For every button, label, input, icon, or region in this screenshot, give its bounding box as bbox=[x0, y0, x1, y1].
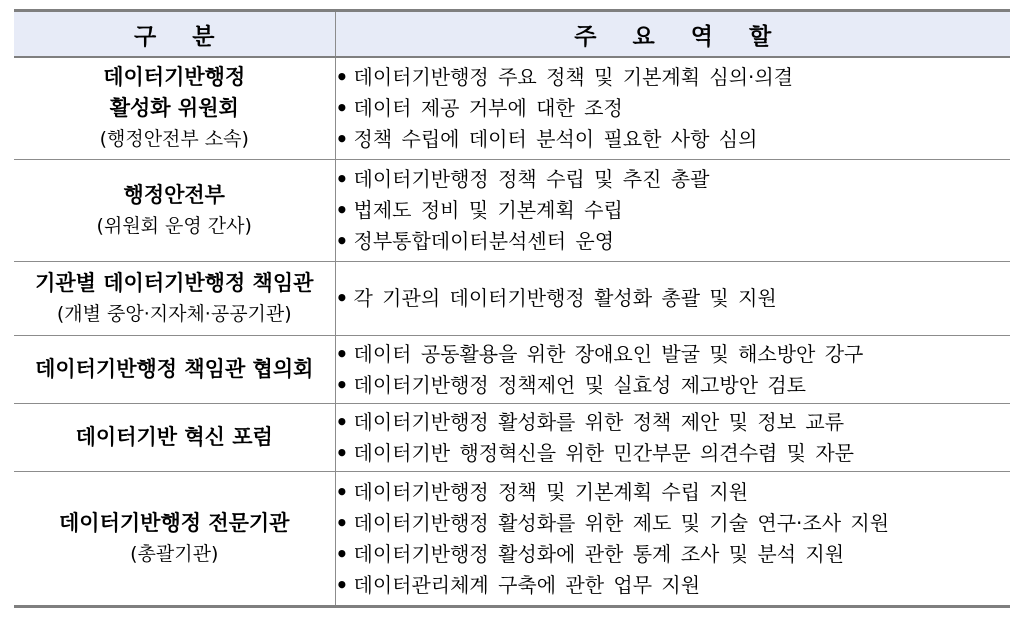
org-affiliation: (총괄기관) bbox=[130, 542, 219, 565]
org-name: 행정안전부 bbox=[123, 182, 225, 207]
org-name: 데이터기반행정 전문기관 bbox=[59, 510, 290, 535]
bullet-icon: • bbox=[335, 572, 349, 597]
role-list-cell bbox=[335, 336, 1010, 404]
list-item: • 정부통합데이터분석센터 운영 bbox=[336, 226, 1011, 257]
header-main-role: 주 요 역 할 bbox=[335, 11, 1010, 58]
list-item: • 데이터기반행정 정책제언 및 실효성 제고방안 검토 bbox=[336, 370, 1011, 401]
org-name: 데이터기반행정 책임관 협의회 bbox=[35, 357, 314, 381]
bullet-icon: • bbox=[335, 440, 349, 465]
role-list-cell bbox=[335, 160, 1010, 262]
bullet-icon: • bbox=[335, 372, 349, 397]
role-list-cell bbox=[335, 472, 1010, 607]
list-item: • 데이터기반행정 활성화를 위한 제도 및 기술 연구·조사 지원 bbox=[336, 508, 1011, 539]
org-name-cell bbox=[14, 160, 335, 262]
list-item: • 각 기관의 데이터기반행정 활성화 총괄 및 지원 bbox=[336, 283, 1011, 314]
bullet-icon: • bbox=[335, 286, 349, 310]
bullet-icon: • bbox=[335, 510, 349, 535]
bullet-icon: • bbox=[335, 198, 349, 222]
list-item: • 데이터기반행정 활성화에 관한 통계 조사 및 분석 지원 bbox=[336, 539, 1011, 570]
org-name: 데이터기반행정 bbox=[103, 65, 246, 89]
role-list bbox=[336, 283, 1011, 314]
role-list-cell bbox=[335, 57, 1010, 160]
role-list bbox=[336, 62, 1011, 155]
org-affiliation: (행정안전부 소속) bbox=[99, 128, 249, 150]
roles-table-container bbox=[14, 9, 1010, 608]
table-row bbox=[14, 160, 1010, 262]
org-name-line2: 활성화 위원회 bbox=[109, 96, 239, 120]
bullet-icon: • bbox=[335, 167, 349, 191]
list-item: • 데이터 공동활용을 위한 장애요인 발굴 및 해소방안 강구 bbox=[336, 339, 1011, 370]
table-row bbox=[14, 57, 1010, 160]
table-row bbox=[14, 262, 1010, 336]
org-name-cell bbox=[14, 57, 335, 160]
org-name: 데이터기반 혁신 포럼 bbox=[75, 425, 273, 449]
bullet-icon: • bbox=[335, 96, 349, 120]
org-affiliation: (개별 중앙·지자체·공공기관) bbox=[56, 302, 292, 325]
header-row bbox=[14, 11, 1010, 58]
org-name-cell bbox=[14, 472, 335, 607]
table-row bbox=[14, 404, 1010, 472]
role-list bbox=[336, 339, 1011, 401]
list-item: • 법제도 정비 및 기본계획 수립 bbox=[336, 195, 1011, 226]
list-item: • 데이터기반행정 정책 수립 및 추진 총괄 bbox=[336, 164, 1011, 195]
bullet-icon: • bbox=[335, 409, 349, 434]
list-item: • 데이터관리체계 구축에 관한 업무 지원 bbox=[336, 570, 1011, 601]
role-list bbox=[336, 477, 1011, 601]
bullet-icon: • bbox=[335, 479, 349, 504]
list-item: • 데이터기반행정 정책 및 기본계획 수립 지원 bbox=[336, 477, 1011, 508]
roles-table bbox=[14, 9, 1010, 608]
org-name-cell bbox=[14, 404, 335, 472]
list-item: • 데이터기반행정 주요 정책 및 기본계획 심의·의결 bbox=[336, 62, 1011, 93]
list-item: • 데이터기반 행정혁신을 위한 민간부문 의견수렴 및 자문 bbox=[336, 438, 1011, 469]
org-affiliation: (위원회 운영 간사) bbox=[96, 214, 252, 237]
header-category: 구 분 bbox=[14, 11, 335, 58]
list-item: • 데이터 제공 거부에 대한 조정 bbox=[336, 93, 1011, 124]
table-header bbox=[14, 11, 1010, 58]
role-list bbox=[336, 164, 1011, 257]
role-list-cell bbox=[335, 262, 1010, 336]
list-item: • 정책 수립에 데이터 분석이 필요한 사항 심의 bbox=[336, 124, 1011, 155]
table-body bbox=[14, 57, 1010, 607]
table-row bbox=[14, 472, 1010, 607]
table-row bbox=[14, 336, 1010, 404]
org-name-cell bbox=[14, 262, 335, 336]
bullet-icon: • bbox=[335, 229, 349, 253]
org-name: 기관별 데이터기반행정 책임관 bbox=[35, 270, 314, 295]
bullet-icon: • bbox=[335, 65, 349, 89]
bullet-icon: • bbox=[335, 127, 349, 151]
role-list-cell bbox=[335, 404, 1010, 472]
list-item: • 데이터기반행정 활성화를 위한 정책 제안 및 정보 교류 bbox=[336, 407, 1011, 438]
bullet-icon: • bbox=[335, 541, 349, 566]
role-list bbox=[336, 407, 1011, 469]
org-name-cell bbox=[14, 336, 335, 404]
bullet-icon: • bbox=[335, 341, 349, 366]
